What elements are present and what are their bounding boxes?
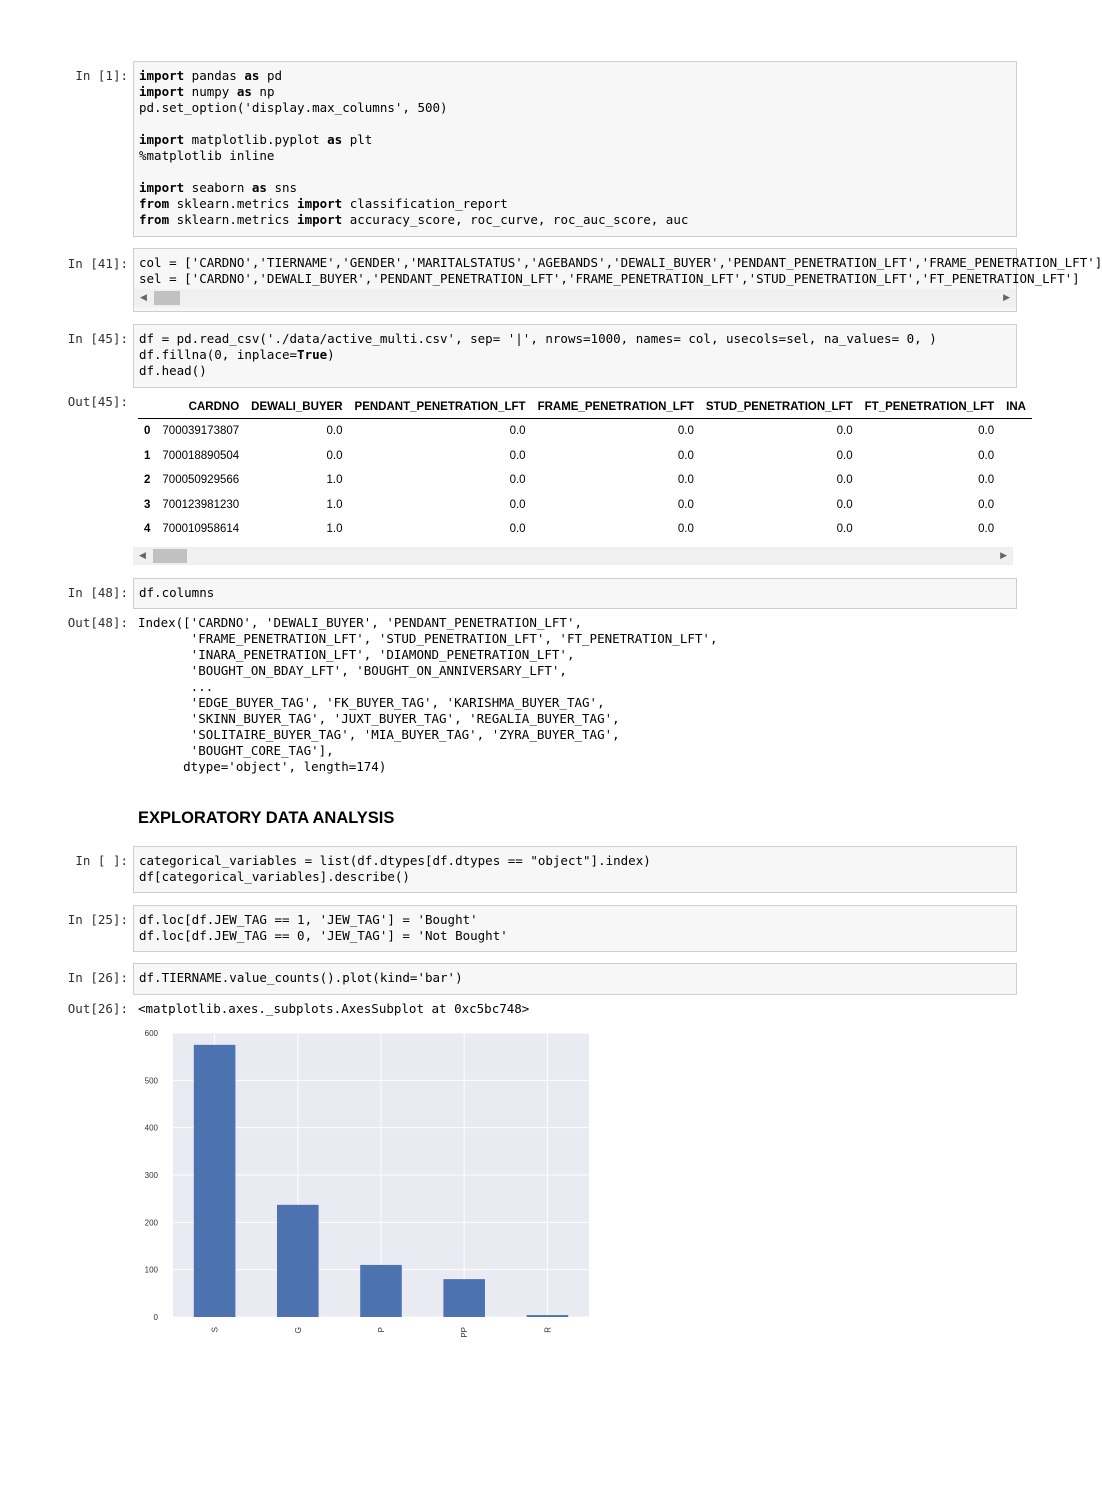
bar	[443, 1279, 485, 1317]
y-tick-label: 100	[144, 1265, 158, 1275]
column-header: FT_PENETRATION_LFT	[859, 396, 1000, 419]
bar	[277, 1205, 319, 1317]
table-cell: 0.0	[978, 425, 995, 438]
table-cell: 0.0	[509, 449, 526, 462]
table-cell: 700123981230	[162, 498, 240, 511]
table-cell: 0.0	[978, 498, 995, 511]
column-header: DEWALI_BUYER	[245, 396, 348, 419]
code-editor[interactable]: col = ['CARDNO','TIERNAME','GENDER','MARITALSTATUS','AGEBANDS','DEWALI_BUYER','PENDANT_PENETRATION_LFT','FRAME_PENETRATION_LFT'] sel = ['CARDNO','DEWALI_BUYER','PENDANT_PENETRATION_LFT','FRAME_PENETRATION_LFT','STUD_PENETRATION_LFT','FT_PENETRATION_LFT']	[139, 255, 1102, 286]
table-cell: 0.0	[836, 523, 853, 536]
code-cell[interactable]	[133, 846, 1017, 893]
dataframe-output	[133, 394, 1026, 544]
table-cell: 0.0	[677, 425, 694, 438]
table-cell	[1000, 468, 1032, 493]
input-prompt: In [48]:	[67, 585, 128, 600]
code-editor[interactable]: df.TIERNAME.value_counts().plot(kind='bar')	[139, 970, 463, 985]
table-row	[138, 493, 1032, 518]
input-prompt: In [1]:	[75, 68, 128, 83]
code-cell[interactable]	[133, 578, 1017, 609]
code-editor[interactable]: df.columns	[139, 585, 215, 600]
output-text: <matplotlib.axes._subplots.AxesSubplot at 0xc5bc748>	[138, 1001, 530, 1016]
x-tick-label: PP	[460, 1327, 470, 1338]
code-cell[interactable]	[133, 61, 1017, 237]
bar	[360, 1265, 402, 1317]
table-cell: 0.0	[836, 449, 853, 462]
code-cell[interactable]	[133, 248, 1102, 312]
table-cell	[1000, 517, 1032, 542]
table-cell	[1000, 419, 1032, 444]
table-cell: 0.0	[326, 425, 343, 438]
y-tick-label: 500	[144, 1076, 158, 1086]
table-cell: 0.0	[836, 425, 853, 438]
y-tick-label: 200	[144, 1218, 158, 1228]
column-header: STUD_PENETRATION_LFT	[700, 396, 859, 419]
dataframe-table	[138, 396, 1032, 542]
row-index: 4	[144, 523, 151, 536]
table-cell: 0.0	[509, 425, 526, 438]
scroll-thumb[interactable]	[153, 549, 187, 563]
code-cell[interactable]	[133, 963, 1017, 995]
output-text: Index(['CARDNO', 'DEWALI_BUYER', 'PENDANT_PENETRATION_LFT', 'FRAME_PENETRATION_LFT', 'STUD_PENETRATION_LFT', 'FT_PENETRATION_LFT', 'INARA_PENETRATION_LFT', 'DIAMOND_PENETRATION_LFT', 'BOUGHT_ON_BDAY_LFT', 'BOUGHT_ON_ANNIVERSARY_LFT', ... 'EDGE_BUYER_TAG', 'FK_BUYER_TAG', 'KARISHMA_BUYER_TAG', 'SKINN_BUYER_TAG', 'JUXT_BUYER_TAG', 'REGALIA_BUYER_TAG', 'SOLITAIRE_BUYER_TAG', 'MIA_BUYER_TAG', 'ZYRA_BUYER_TAG', 'BOUGHT_CORE_TAG'], dtype='object', length=174)	[138, 615, 718, 774]
input-prompt: In [25]:	[67, 912, 128, 927]
row-index: 1	[144, 449, 151, 462]
bar	[194, 1045, 236, 1317]
scroll-right-icon[interactable]: ▶	[1003, 293, 1010, 303]
table-cell: 0.0	[677, 498, 694, 511]
x-tick-label: P	[377, 1327, 386, 1333]
y-tick-label: 600	[144, 1029, 158, 1038]
table-cell: 700010958614	[162, 523, 240, 536]
code-editor[interactable]: categorical_variables = list(df.dtypes[df.dtypes == "object"].index) df[categorical_variables].describe()	[139, 853, 651, 884]
table-cell: 0.0	[509, 523, 526, 536]
table-cell: 0.0	[326, 449, 343, 462]
code-editor[interactable]: df.loc[df.JEW_TAG == 1, 'JEW_TAG'] = 'Bought' df.loc[df.JEW_TAG == 0, 'JEW_TAG'] = 'Not Bought'	[139, 912, 508, 943]
table-cell: 0.0	[836, 474, 853, 487]
input-prompt: In [ ]:	[75, 853, 128, 868]
column-header: FRAME_PENETRATION_LFT	[532, 396, 700, 419]
code-editor[interactable]: df = pd.read_csv('./data/active_multi.csv', sep= '|', nrows=1000, names= col, usecols=sel, na_values= 0, ) df.fillna(0, inplace=True) df.head()	[139, 331, 937, 378]
scroll-right-icon[interactable]: ▶	[1000, 551, 1007, 561]
table-cell: 1.0	[326, 474, 343, 487]
column-header	[138, 396, 156, 419]
row-index: 3	[144, 498, 151, 511]
row-index: 2	[144, 474, 151, 487]
scroll-left-icon[interactable]: ◀	[139, 551, 146, 561]
table-cell: 0.0	[978, 474, 995, 487]
horizontal-scrollbar[interactable]	[133, 547, 1013, 565]
bar-chart	[133, 1025, 603, 1355]
scroll-left-icon[interactable]: ◀	[140, 293, 147, 303]
table-cell: 1.0	[326, 523, 343, 536]
table-cell: 1.0	[326, 498, 343, 511]
row-index: 0	[144, 425, 151, 438]
table-row	[138, 444, 1032, 469]
table-row	[138, 419, 1032, 444]
table-row	[138, 517, 1032, 542]
table-cell: 0.0	[677, 523, 694, 536]
input-prompt: In [41]:	[67, 256, 128, 271]
table-row	[138, 468, 1032, 493]
table-cell: 700039173807	[162, 425, 240, 438]
y-tick-label: 400	[144, 1123, 158, 1133]
output-prompt: Out[45]:	[67, 394, 128, 409]
table-cell	[1000, 444, 1032, 469]
y-tick-label: 0	[153, 1313, 158, 1322]
code-editor[interactable]: import pandas as pd import numpy as np pd.set_option('display.max_columns', 500) import matplotlib.pyplot as plt %matplotlib inline import seaborn as sns from sklearn.metrics import classification_report from sklearn.metrics import accuracy_score, roc_curve, roc_auc_score, auc	[139, 68, 689, 227]
table-cell: 0.0	[677, 474, 694, 487]
output-prompt: Out[48]:	[67, 615, 128, 630]
horizontal-scrollbar[interactable]	[134, 289, 1016, 307]
x-tick-label: R	[543, 1327, 553, 1333]
table-cell: 700050929566	[162, 474, 240, 487]
y-tick-label: 300	[144, 1171, 158, 1180]
output-prompt: Out[26]:	[67, 1001, 128, 1016]
table-cell: 0.0	[509, 474, 526, 487]
column-header: CARDNO	[156, 396, 245, 419]
x-tick-label: S	[210, 1327, 220, 1333]
table-cell: 700018890504	[162, 449, 240, 462]
table-cell: 0.0	[677, 449, 694, 462]
input-prompt: In [26]:	[67, 970, 128, 985]
bar	[527, 1315, 569, 1317]
code-cell[interactable]	[133, 905, 1017, 952]
column-header: PENDANT_PENETRATION_LFT	[349, 396, 532, 419]
x-tick-label: G	[293, 1327, 303, 1334]
table-cell: 0.0	[978, 523, 995, 536]
table-cell: 0.0	[978, 449, 995, 462]
input-prompt: In [45]:	[67, 331, 128, 346]
table-cell: 0.0	[836, 498, 853, 511]
scroll-thumb[interactable]	[154, 291, 180, 305]
table-cell: 0.0	[509, 498, 526, 511]
code-cell[interactable]	[133, 324, 1017, 388]
table-cell	[1000, 493, 1032, 518]
column-header: INA	[1000, 396, 1032, 419]
section-heading: EXPLORATORY DATA ANALYSIS	[138, 809, 395, 827]
